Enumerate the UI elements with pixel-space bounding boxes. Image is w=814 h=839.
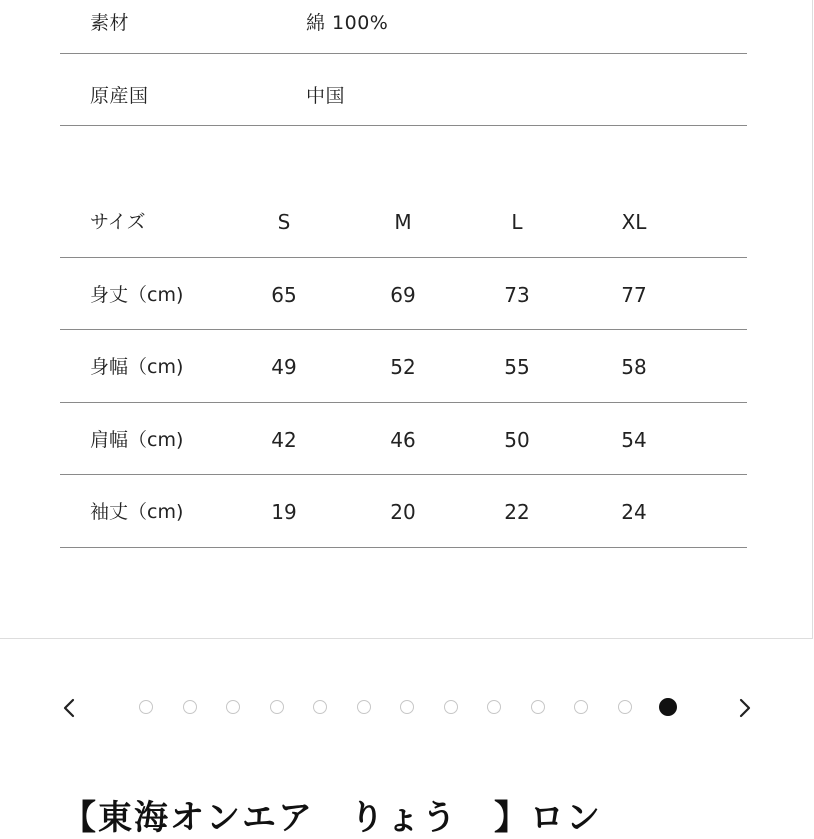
table-cell: 24	[621, 500, 647, 524]
table-cell: 73	[504, 282, 530, 307]
spec-label: 素材	[90, 12, 130, 34]
table-cell: 22	[504, 500, 530, 524]
table-cell: 20	[390, 500, 416, 524]
pager-dot[interactable]	[444, 700, 458, 714]
table-cell: 52	[390, 355, 416, 379]
chevron-right-icon	[732, 690, 756, 726]
size-header-cell: M	[394, 210, 412, 234]
spec-value: 中国	[306, 85, 346, 107]
pager-dot[interactable]	[400, 700, 414, 714]
table-row	[60, 258, 747, 331]
table-cell: 50	[504, 427, 530, 452]
row-label: 袖丈（cm)	[90, 501, 184, 523]
table-cell: 19	[271, 500, 297, 524]
size-header-cell: L	[511, 210, 523, 234]
table-row	[60, 475, 747, 548]
spec-value: 綿 100%	[306, 12, 389, 34]
table-cell: 65	[271, 282, 297, 307]
row-label: 身丈（cm)	[90, 283, 184, 306]
chevron-left-icon	[58, 690, 82, 726]
table-cell: 69	[390, 282, 416, 307]
pager-dot[interactable]	[183, 700, 197, 714]
pager-dot[interactable]	[487, 700, 501, 714]
pager-dot[interactable]	[313, 700, 327, 714]
spec-row-material	[60, 0, 747, 54]
prev-slide-button[interactable]	[58, 690, 82, 726]
pager-dot[interactable]	[270, 700, 284, 714]
pager-dot[interactable]	[226, 700, 240, 714]
pager-dot[interactable]	[357, 700, 371, 714]
table-cell: 54	[621, 427, 647, 452]
size-header-label: サイズ	[90, 211, 146, 233]
pager-dot-active[interactable]	[659, 698, 677, 716]
table-cell: 77	[621, 282, 647, 307]
pager-dot[interactable]	[618, 700, 632, 714]
pager-dot[interactable]	[574, 700, 588, 714]
spec-label: 原産国	[90, 85, 149, 107]
image-carousel-pager	[0, 680, 814, 736]
spec-row-origin	[60, 54, 747, 126]
table-cell: 55	[504, 355, 530, 379]
table-row	[60, 330, 747, 403]
row-label: 肩幅（cm)	[90, 428, 184, 451]
size-table-header	[60, 185, 747, 258]
table-cell: 46	[390, 427, 416, 452]
table-cell: 42	[271, 427, 297, 452]
table-cell: 58	[621, 355, 647, 379]
row-label: 身幅（cm)	[90, 356, 184, 378]
pager-dot[interactable]	[139, 700, 153, 714]
table-row	[60, 403, 747, 476]
size-table	[60, 185, 747, 548]
product-title: 【東海オンエア りょう 】ロン	[62, 798, 602, 838]
size-header-cell: S	[277, 210, 291, 234]
size-header-cell: XL	[621, 210, 647, 234]
pager-dot[interactable]	[531, 700, 545, 714]
table-cell: 49	[271, 355, 297, 379]
next-slide-button[interactable]	[732, 690, 756, 726]
